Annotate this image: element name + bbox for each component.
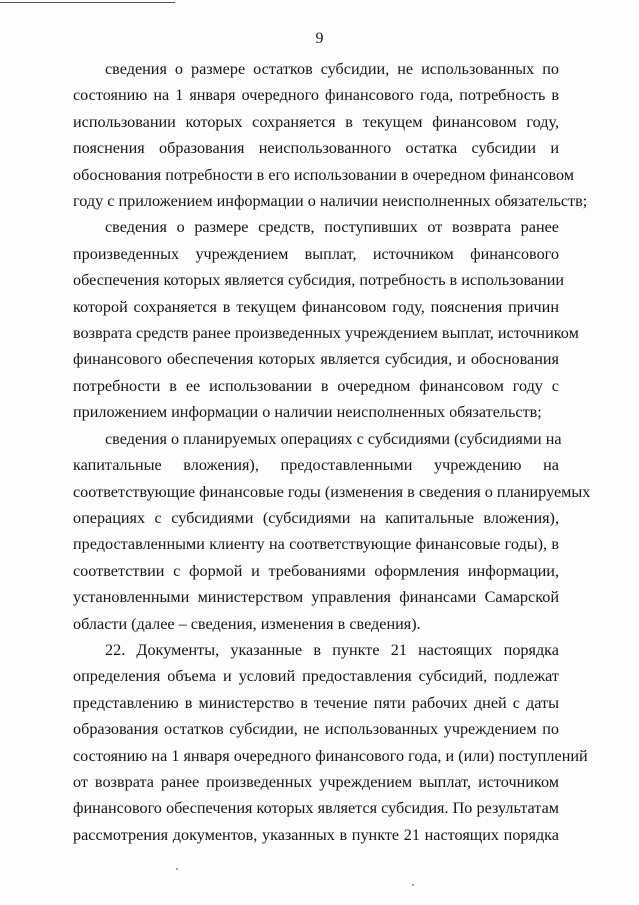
text-line: соответствующие финансовые годы (изменения в сведения о планируемых	[73, 482, 591, 501]
text-line: рассмотрения документов, указанных в пункте 21 настоящих порядка	[73, 825, 559, 844]
scan-speck	[412, 884, 414, 886]
text-line: произведенных учреждением выплат, источником финансового	[73, 244, 559, 263]
text-line: образования остатков субсидии, не использованных учреждением по	[73, 720, 559, 739]
page-number: 9	[315, 30, 324, 47]
text-line: которой сохраняется в текущем финансовом году, пояснения причин	[73, 297, 559, 316]
text-line: операциях с субсидиями (субсидиями на капитальные вложения),	[73, 508, 559, 527]
text-line: области (далее – сведения, изменения в сведения).	[73, 614, 421, 633]
paragraph	[73, 426, 591, 637]
text-line: использовании которых сохраняется в текущем финансовом году,	[73, 112, 559, 131]
text-line: обеспечения которых является субсидия, потребность в использовании	[73, 271, 565, 290]
top-border-line	[0, 2, 175, 3]
text-line: году с приложением информации о наличии неисполненных обязательств;	[73, 192, 588, 211]
paragraph	[73, 56, 588, 214]
text-line: финансового обеспечения которых является субсидия. По результатам	[73, 799, 559, 818]
scan-speck	[176, 868, 178, 870]
text-line: потребности в ее использовании в очередном финансовом году с	[73, 376, 559, 395]
document-body	[73, 56, 591, 848]
text-line: обоснования потребности в его использовании в очередном финансовом	[73, 165, 575, 184]
text-line: приложением информации о наличии неисполненных обязательств;	[73, 403, 542, 422]
text-line: финансового обеспечения которых является субсидия, и обоснования	[73, 350, 559, 369]
text-line: установленными министерством управления финансами Самарской	[73, 588, 559, 607]
text-line: определения объема и условий предоставления субсидий, подлежат	[73, 667, 559, 686]
text-line: сведения о размере средств, поступивших от возврата ранее	[105, 218, 559, 237]
text-line: соответствии с формой и требованиями оформления информации,	[73, 561, 559, 580]
text-line: 22. Документы, указанные в пункте 21 настоящих порядка	[105, 640, 559, 659]
paragraph	[73, 214, 579, 425]
text-line: пояснения образования неиспользованного остатка субсидии и	[73, 139, 559, 158]
text-line: сведения о размере остатков субсидии, не использованных по	[105, 60, 559, 78]
text-line: от возврата ранее произведенных учреждением выплат, источником	[73, 772, 559, 791]
text-line: состоянию на 1 января очередного финансового года, и (или) поступлений	[73, 746, 588, 765]
text-line: предоставленными клиенту на соответствующие финансовые годы), в	[73, 535, 559, 554]
text-line: сведения о планируемых операциях с субсидиями (субсидиями на	[105, 429, 562, 448]
text-line: представлению в министерство в течение пяти рабочих дней с даты	[73, 693, 559, 712]
text-line: возврата средств ранее произведенных учреждением выплат, источником	[73, 324, 579, 343]
paragraph	[73, 637, 588, 848]
text-line: капитальные вложения), предоставленными учреждению на	[73, 456, 559, 475]
text-line: состоянию на 1 января очередного финансового года, потребность в	[73, 86, 559, 105]
